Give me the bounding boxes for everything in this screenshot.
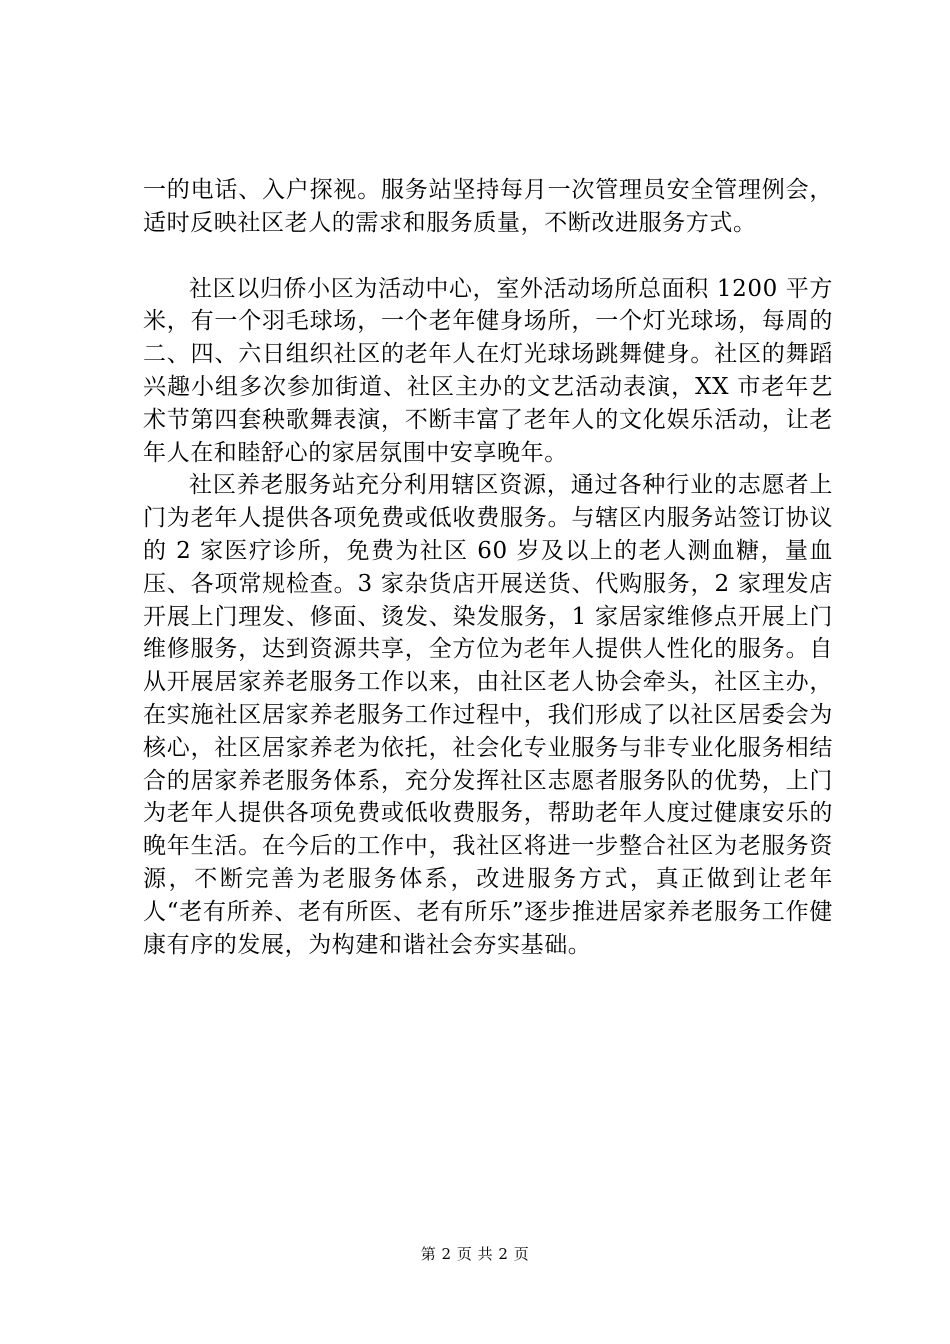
paragraph-elderly-service-station: 社区养老服务站充分利用辖区资源，通过各种行业的志愿者上门为老年人提供各项免费或低收费服务。与辖区内服务站签订协议的 2 家医疗诊所，免费为社区 60 岁及以上的老人测血糖，量血压、各项常规检查。3 家杂货店开展送货、代购服务，2 家理发店开展上门理发、修面、烫发、染发服务，1 家居家维修点开展上门维修服务，达到资源共享，全方位为老年人提供人性化的服务。自从开展居家养老服务工作以来，由社区老人协会牵头，社区主办，在实施社区居家养老服务工作过程中，我们形成了以社区居委会为核心，社区居家养老为依托，社会化专业服务与非专业化服务相结合的居家养老服务体系，充分发挥社区志愿者服务队的优势，上门为老年人提供各项免费或低收费服务，帮助老年人度过健康安乐的晚年生活。在今后的工作中，我社区将进一步整合社区为老服务资源，不断完善为老服务体系，改进服务方式，真正做到让老年人“老有所养、老有所医、老有所乐”逐步推进居家养老服务工作健康有序的发展，为构建和谐社会夯实基础。 [143,472,833,958]
paragraph-gap [143,240,833,273]
page-number-footer: 第 2 页 共 2 页 [420,1245,530,1263]
document-body [143,174,833,961]
paragraph-activity-center: 社区以归侨小区为活动中心，室外活动场所总面积 1200 平方米，有一个羽毛球场，一个老年健身场所，一个灯光球场，每周的二、四、六日组织社区的老年人在灯光球场跳舞健身。社区的舞蹈兴趣小组多次参加街道、社区主办的文艺活动表演，XX 市老年艺术节第四套秧歌舞表演，不断丰富了老年人的文化娱乐活动，让老年人在和睦舒心的家居氛围中安享晚年。 [143,275,833,466]
paragraph-closing-fragment: 一的电话、入户探视。服务站坚持每月一次管理员安全管理例会，适时反映社区老人的需求和服务质量，不断改进服务方式。 [143,177,833,236]
